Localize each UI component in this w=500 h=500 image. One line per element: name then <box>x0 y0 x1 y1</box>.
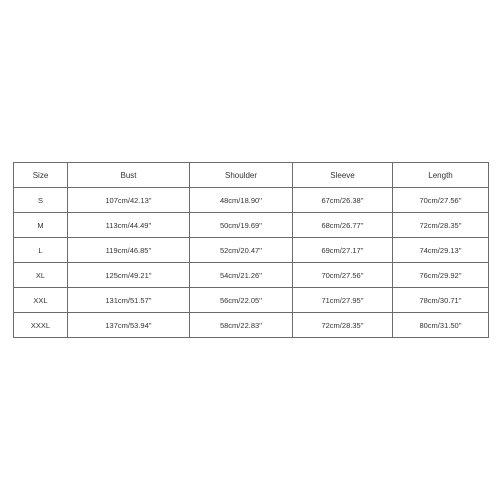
cell-sleeve: 68cm/26.77'' <box>293 213 393 238</box>
cell-shoulder: 50cm/19.69'' <box>190 213 293 238</box>
cell-length: 70cm/27.56'' <box>393 188 489 213</box>
cell-shoulder: 48cm/18.90'' <box>190 188 293 213</box>
cell-bust: 119cm/46.85'' <box>68 238 190 263</box>
cell-bust: 113cm/44.49'' <box>68 213 190 238</box>
cell-sleeve: 72cm/28.35'' <box>293 313 393 338</box>
cell-length: 74cm/29.13'' <box>393 238 489 263</box>
cell-sleeve: 69cm/27.17'' <box>293 238 393 263</box>
header-length: Length <box>393 163 489 188</box>
cell-length: 76cm/29.92'' <box>393 263 489 288</box>
header-sleeve: Sleeve <box>293 163 393 188</box>
cell-shoulder: 54cm/21.26'' <box>190 263 293 288</box>
cell-sleeve: 71cm/27.95'' <box>293 288 393 313</box>
table-row <box>14 188 489 213</box>
cell-bust: 131cm/51.57'' <box>68 288 190 313</box>
header-bust: Bust <box>68 163 190 188</box>
table-row <box>14 238 489 263</box>
cell-sleeve: 67cm/26.38'' <box>293 188 393 213</box>
size-chart-table <box>13 162 489 338</box>
cell-size: L <box>14 238 68 263</box>
cell-size: XXL <box>14 288 68 313</box>
table-row <box>14 213 489 238</box>
header-shoulder: Shoulder <box>190 163 293 188</box>
header-row <box>14 163 489 188</box>
cell-length: 78cm/30.71'' <box>393 288 489 313</box>
table-row <box>14 263 489 288</box>
table-row <box>14 288 489 313</box>
cell-sleeve: 70cm/27.56'' <box>293 263 393 288</box>
cell-shoulder: 52cm/20.47'' <box>190 238 293 263</box>
header-size: Size <box>14 163 68 188</box>
cell-bust: 125cm/49.21'' <box>68 263 190 288</box>
cell-size: S <box>14 188 68 213</box>
cell-size: XL <box>14 263 68 288</box>
cell-bust: 137cm/53.94'' <box>68 313 190 338</box>
cell-shoulder: 56cm/22.05'' <box>190 288 293 313</box>
cell-bust: 107cm/42.13'' <box>68 188 190 213</box>
cell-size: XXXL <box>14 313 68 338</box>
cell-shoulder: 58cm/22.83'' <box>190 313 293 338</box>
cell-length: 80cm/31.50'' <box>393 313 489 338</box>
table-row <box>14 313 489 338</box>
cell-length: 72cm/28.35'' <box>393 213 489 238</box>
cell-size: M <box>14 213 68 238</box>
